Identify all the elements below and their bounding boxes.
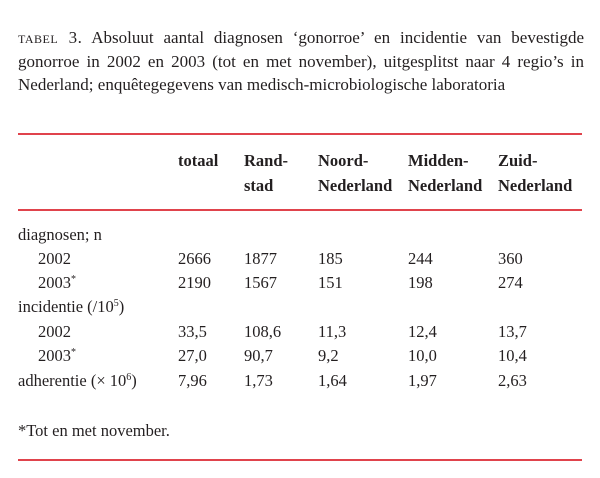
table-caption <box>18 26 584 97</box>
footnote: *Tot en met november. <box>18 421 170 440</box>
cell-totaal: 33,5 <box>178 322 207 341</box>
table-row <box>0 320 600 344</box>
cell-totaal: 27,0 <box>178 346 207 365</box>
cell-zuid: 274 <box>498 273 523 292</box>
row-label: incidentie $(/10^5)$ <box>18 297 125 316</box>
row-label: diagnosen; n <box>18 225 102 244</box>
cell-randstad: 1567 <box>244 273 277 292</box>
cell-midden: 10,0 <box>408 346 437 365</box>
cell-randstad: 1,73 <box>244 371 273 390</box>
bottom-rule <box>18 459 582 461</box>
table-row <box>0 344 600 368</box>
cell-midden: 12,4 <box>408 322 437 341</box>
row-label: 2002 <box>38 249 71 268</box>
cell-totaal: 7,96 <box>178 371 207 390</box>
table-row-incidentie <box>0 295 600 319</box>
cell-zuid: 13,7 <box>498 322 527 341</box>
row-label: 2002 <box>38 322 71 341</box>
cell-randstad: 108,6 <box>244 322 282 341</box>
cell-zuid: 10,4 <box>498 346 527 365</box>
cell-midden: 244 <box>408 249 433 268</box>
header-rule <box>18 209 582 211</box>
cell-randstad: 90,7 <box>244 346 273 365</box>
table-row-diagnosen <box>0 223 600 247</box>
cell-randstad: 1877 <box>244 249 277 268</box>
cell-midden: 198 <box>408 273 433 292</box>
table-row <box>0 271 600 295</box>
table-row-adherentie <box>0 369 600 393</box>
row-label: 2003* <box>38 273 76 292</box>
cell-totaal: 2190 <box>178 273 211 292</box>
cell-noord: 185 <box>318 249 343 268</box>
header-zuid-nederland: Zuid- Nederland <box>498 151 573 195</box>
cell-zuid: 2,63 <box>498 371 527 390</box>
cell-noord: 9,2 <box>318 346 339 365</box>
cell-noord: 151 <box>318 273 343 292</box>
table-label: tabel 3. <box>18 28 83 47</box>
cell-noord: 1,64 <box>318 371 347 390</box>
cell-totaal: 2666 <box>178 249 211 268</box>
row-label: 2003* <box>38 346 76 365</box>
cell-midden: 1,97 <box>408 371 437 390</box>
cell-zuid: 360 <box>498 249 523 268</box>
table-row <box>0 247 600 271</box>
header-midden-nederland: Midden- Nederland <box>408 151 483 195</box>
top-rule <box>18 133 582 135</box>
header-totaal: totaal <box>178 151 219 170</box>
row-label: adherentie (× $10^6$) <box>18 371 137 390</box>
caption-text: Absoluut aantal diagnosen ‘gonorroe’ en incidentie van bevestigde gonorroe in 2002 en 2003 (tot en met november), uitgesplitst naar 4 regio’s in Nederland; enquêtegegevens van medisch-microbiologische laboratoria <box>18 28 584 94</box>
cell-noord: 11,3 <box>318 322 347 341</box>
header-noord-nederland: Noord- Nederland <box>318 151 393 195</box>
header-randstad: Rand- stad <box>244 151 289 195</box>
